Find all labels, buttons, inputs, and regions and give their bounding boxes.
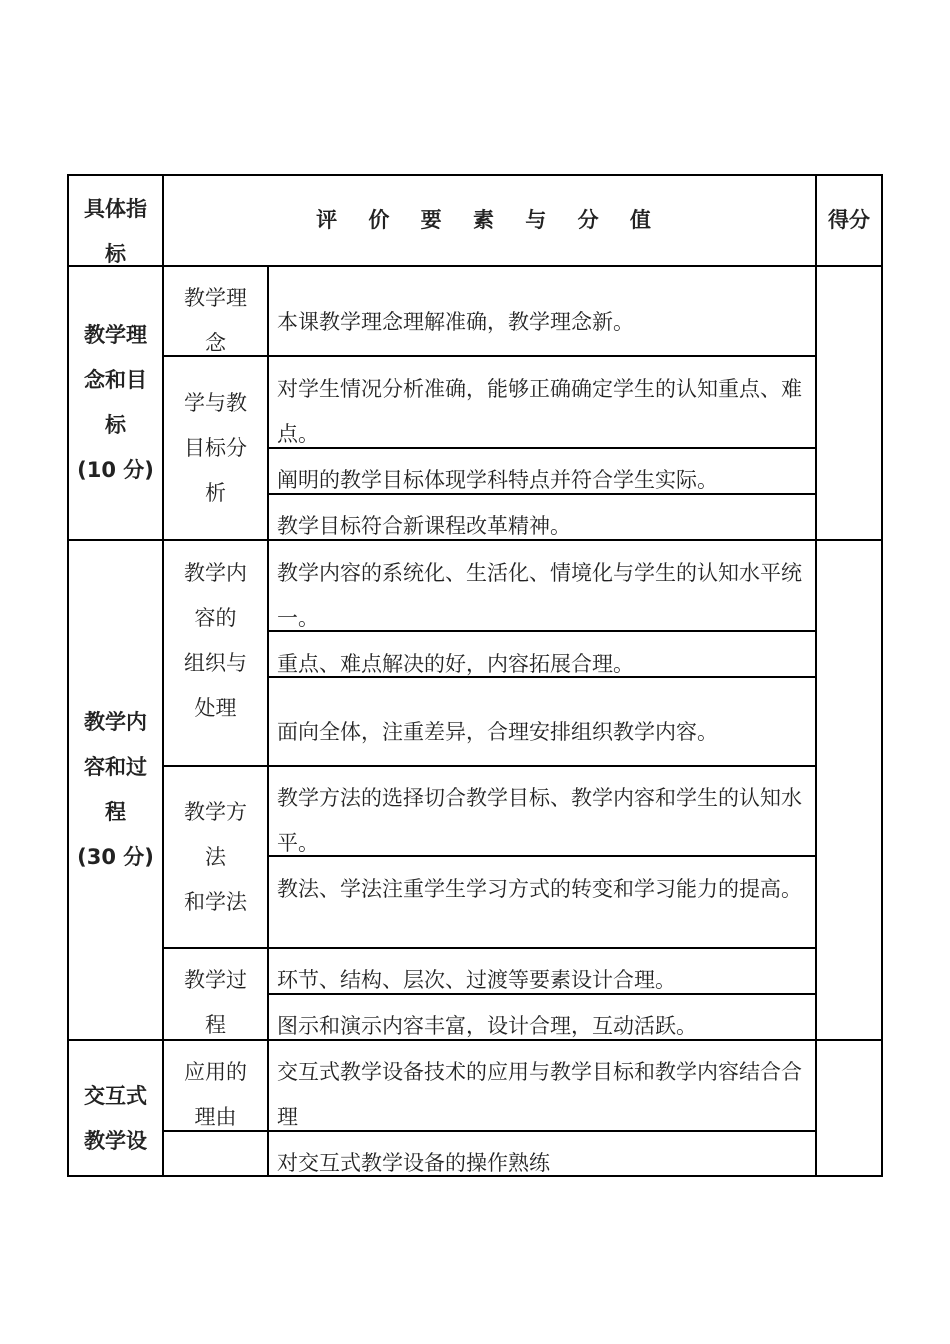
header-score: 得分 (828, 208, 870, 232)
criterion-text: 教学方法的选择切合教学目标、教学内容和学生的认知水平。 (277, 786, 802, 855)
criterion-text: 环节、结构、层次、过渡等要素设计合理。 (277, 968, 676, 992)
indicator-group-2: 教学内 容和过 程 (30 分) (77, 710, 154, 869)
criterion-text: 图示和演示内容丰富，设计合理，互动活跃。 (277, 1014, 697, 1038)
criterion-text: 对学生情况分析准确，能够正确确定学生的认知重点、难点。 (277, 377, 802, 446)
criterion-text: 教学内容的系统化、生活化、情境化与学生的认知水平统一。 (277, 561, 802, 630)
criterion-text: 重点、难点解决的好，内容拓展合理。 (277, 652, 634, 676)
criterion-text: 面向全体，注重差异，合理安排组织教学内容。 (277, 720, 718, 744)
criterion-text: 教法、学法注重学生学习方式的转变和学习能力的提高。 (277, 877, 802, 901)
criterion-text: 对交互式教学设备的操作熟练 (277, 1151, 550, 1175)
sub-indicator: 教学过 程 (184, 968, 247, 1037)
indicator-group-1: 教学理 念和目 标 (10 分) (77, 323, 154, 482)
criterion-text: 交互式教学设备技术的应用与教学目标和教学内容结合合理 (277, 1060, 802, 1129)
sub-indicator: 应用的 理由 (184, 1060, 247, 1129)
header-elements: 评 价 要 素 与 分 值 (316, 208, 663, 232)
criterion-text: 本课教学理念理解准确，教学理念新。 (277, 310, 634, 334)
sub-indicator: 教学内 容的 组织与 处理 (184, 561, 247, 720)
criterion-text: 阐明的教学目标体现学科特点并符合学生实际。 (277, 468, 718, 492)
indicator-group-3: 交互式 教学设 (84, 1084, 147, 1153)
header-divider (67, 265, 883, 267)
sub-indicator: 教学方 法 和学法 (184, 799, 247, 914)
sub-divider (162, 947, 817, 949)
criterion-text: 教学目标符合新课程改革精神。 (277, 514, 571, 538)
sub-indicator: 学与教 目标分 析 (184, 390, 247, 505)
header-indicator: 具体指 标 (84, 197, 147, 266)
sub-indicator: 教学理 念 (184, 286, 247, 355)
table-right-border (881, 174, 883, 1177)
